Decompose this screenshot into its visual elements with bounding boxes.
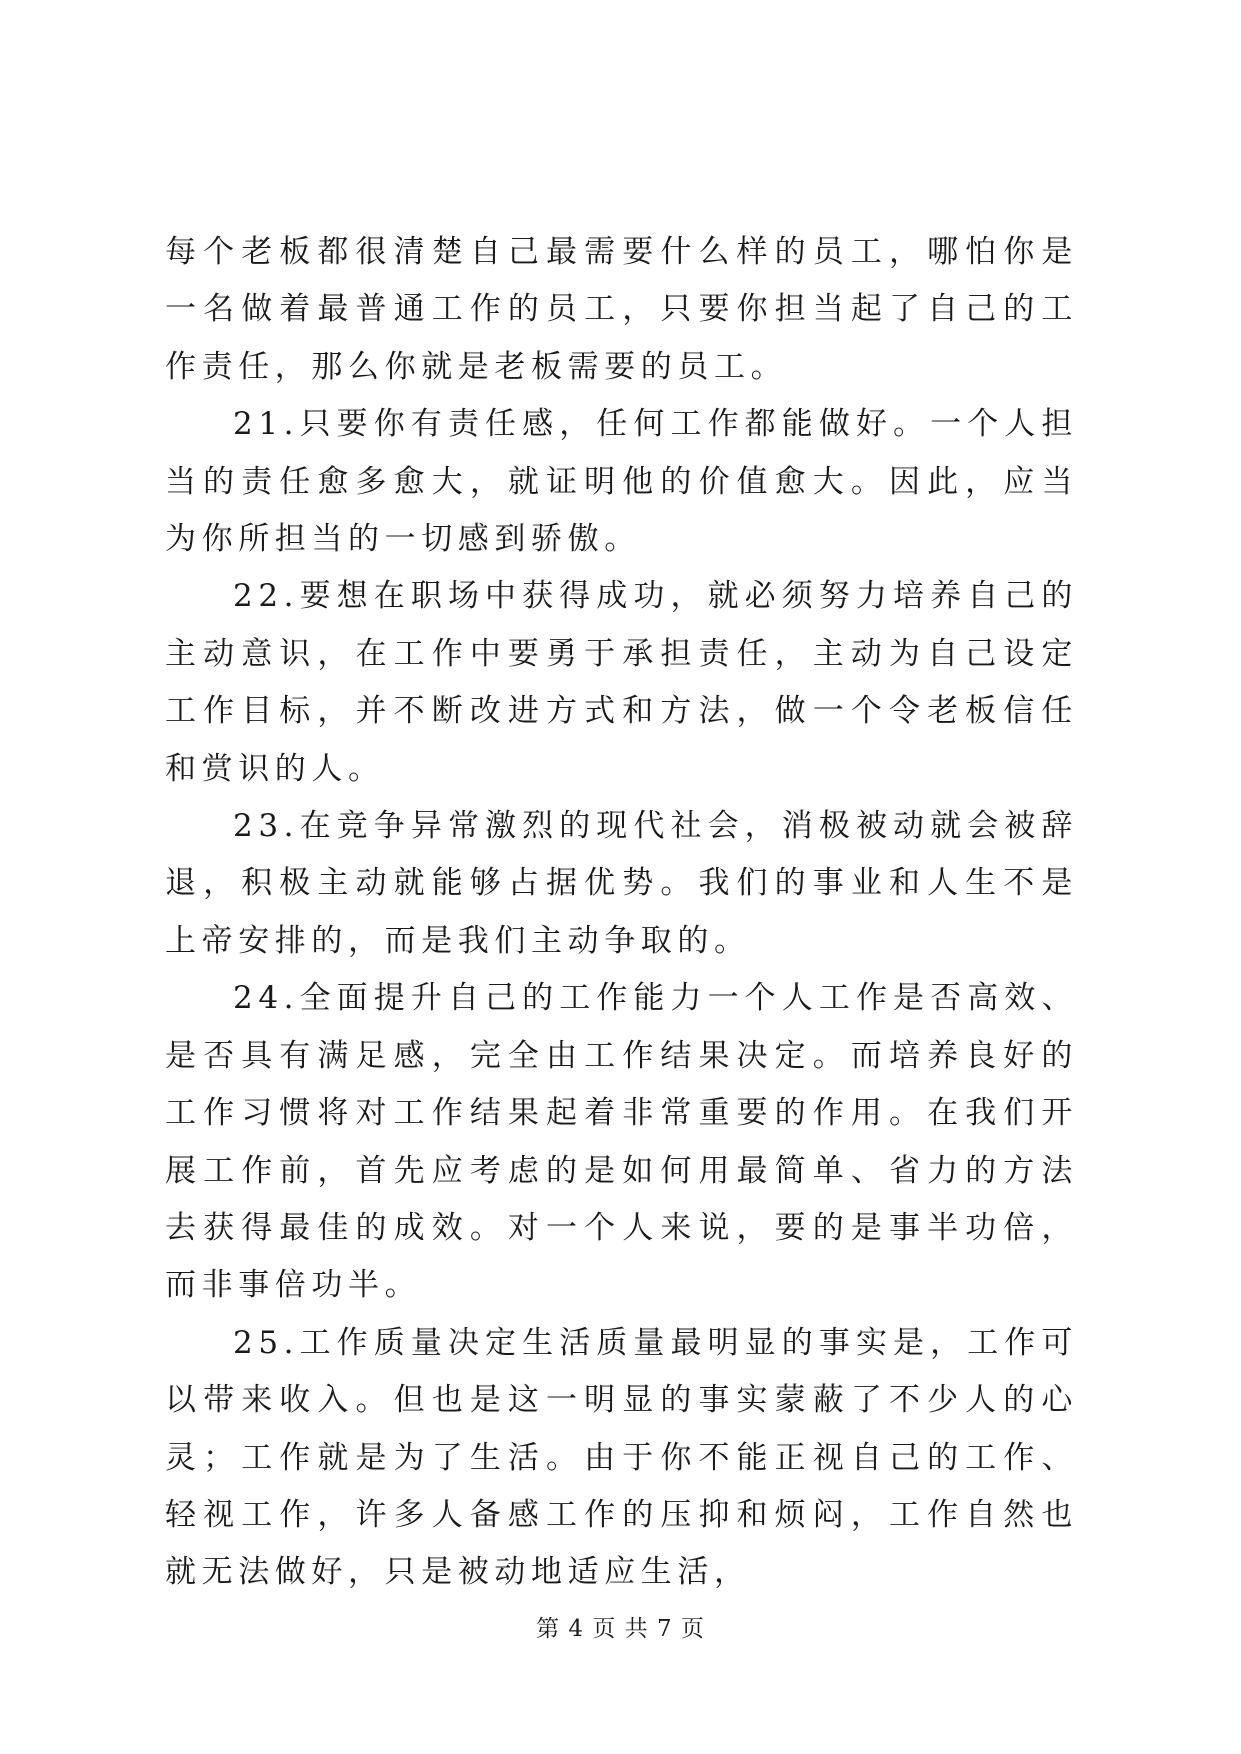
paragraph-22: 22.要想在职场中获得成功，就必须努力培养自己的主动意识，在工作中要勇于承担责任，主动为自己设定工作目标，并不断改进方式和方法，做一个令老板信任和赏识的人。 [165,578,1078,787]
paragraph-intro: 每个老板都很清楚自己最需要什么样的员工，哪怕你是一名做着最普通工作的员工，只要你担当起了自己的工作责任，那么你就是老板需要的员工。 [165,234,1078,385]
paragraph-24: 24.全面提升自己的工作能力一个人工作是否高效、是否具有满足感，完全由工作结果决定。而培养良好的工作习惯将对工作结果起着非常重要的作用。在我们开展工作前，首先应考虑的是如何用最简单、省力的方法去获得最佳的成效。对一个人来说，要的是事半功倍，而非事倍功半。 [165,980,1078,1304]
page-number-footer: 第 4 页 共 7 页 [536,1616,705,1642]
paragraph-21: 21.只要你有责任感，任何工作都能做好。一个人担当的责任愈多愈大，就证明他的价值愈大。因此，应当为你所担当的一切感到骄傲。 [165,406,1078,558]
document-body [165,224,1078,1602]
paragraph-23: 23.在竞争异常激烈的现代社会，消极被动就会被辞退，积极主动就能够占据优势。我们的事业和人生不是上帝安排的，而是我们主动争取的。 [165,808,1078,959]
paragraph-25: 25.工作质量决定生活质量最明显的事实是，工作可以带来收入。但也是这一明显的事实蒙蔽了不少人的心灵；工作就是为了生活。由于你不能正视自己的工作、轻视工作，许多人备感工作的压抑和烦闷，工作自然也就无法做好，只是被动地适应生活， [165,1324,1078,1591]
